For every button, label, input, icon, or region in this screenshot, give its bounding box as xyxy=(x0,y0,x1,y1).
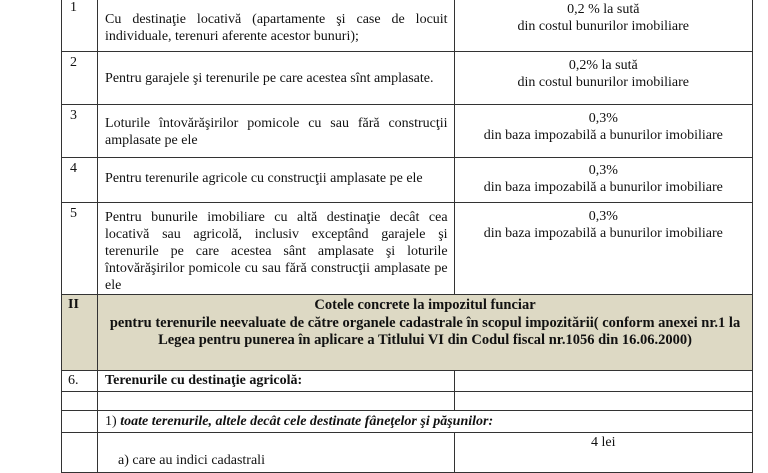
subcategory-number: 1) xyxy=(105,414,121,429)
rate-base: din baza impozabilă a bunurilor imobiliare xyxy=(483,128,723,143)
table-row xyxy=(62,105,753,158)
subcategory-cell xyxy=(98,411,753,433)
description-cell xyxy=(98,433,455,473)
description-cell xyxy=(98,203,455,295)
section-title-cell xyxy=(98,295,753,371)
description-cell xyxy=(98,105,455,158)
value-cell xyxy=(454,203,752,295)
description-cell xyxy=(98,0,455,52)
row-number-cell xyxy=(62,371,98,392)
row-number-cell xyxy=(62,392,98,411)
value-cell xyxy=(454,371,752,392)
rate-base: din costul bunurilor imobiliare xyxy=(517,19,690,34)
category-title: Terenurile cu destinaţie agricolă: xyxy=(105,373,303,388)
rate-value: 4 lei xyxy=(591,435,616,450)
section-subtitle: pentru terenurile neevaluate de către organele cadastrale în scopul impozitării( conform anexei nr.1 la Legea pentru punerea în aplicare a Titlului VI din Codul fiscal nr.1056 din 16.06.2000) xyxy=(109,314,741,348)
rate-value: 0,3% xyxy=(588,163,618,178)
row-number: 3 xyxy=(70,108,77,123)
row-description: Pentru garajele şi terenurile pe care acestea sînt amplasate. xyxy=(105,71,434,86)
row-description: Cu destinaţie locativă (apartamente şi case de locuit individuale, terenuri aferente acestor bunuri); xyxy=(105,12,448,44)
row-number-cell xyxy=(62,0,98,52)
value-cell xyxy=(454,392,752,411)
value-cell xyxy=(454,105,752,158)
subitem-label: a) care au indici cadastrali xyxy=(118,453,265,468)
value-cell xyxy=(454,52,752,105)
rate-base: din baza impozabilă a bunurilor imobiliare xyxy=(483,226,723,241)
section-header-row xyxy=(62,295,753,371)
subcategory-title: toate terenurile, altele decât cele destinate fâneţelor şi păşunilor: xyxy=(120,414,494,429)
value-cell xyxy=(454,433,752,473)
row-number: 5 xyxy=(70,206,77,221)
rate-value: 0,2% la sută xyxy=(568,58,638,73)
row-number-cell xyxy=(62,105,98,158)
row-description: Pentru terenurile agricole cu construcţii amplasate pe ele xyxy=(105,171,423,186)
description-cell xyxy=(98,52,455,105)
table-row xyxy=(62,158,753,203)
row-number-cell xyxy=(62,433,98,473)
section-number-cell xyxy=(62,295,98,371)
value-cell xyxy=(454,0,752,52)
section-number: II xyxy=(68,297,79,312)
row-number: 6. xyxy=(68,373,79,388)
row-description: Pentru bunurile imobiliare cu altă destinaţie decât cea locativă sau agricolă, inclusiv exceptând garajele şi terenurile pe care acestea sânt amplasate şi loturile întovărăşirilor pomicole cu sau fără construcţii amplasate pe ele xyxy=(105,210,448,293)
row-number: 2 xyxy=(70,55,77,70)
table-row xyxy=(62,433,753,473)
row-number-cell xyxy=(62,158,98,203)
rate-base: din baza impozabilă a bunurilor imobiliare xyxy=(483,180,723,195)
value-cell xyxy=(454,158,752,203)
description-cell xyxy=(98,371,455,392)
description-cell xyxy=(98,158,455,203)
rate-base: din costul bunurilor imobiliare xyxy=(517,75,690,90)
row-number: 4 xyxy=(70,161,77,176)
table-row xyxy=(62,0,753,52)
row-number-cell xyxy=(62,52,98,105)
table-row xyxy=(62,392,753,411)
description-cell xyxy=(98,392,455,411)
rate-value: 0,2 % la sută xyxy=(567,2,640,17)
section-title: Cotele concrete la impozitul funciar xyxy=(314,297,536,313)
row-number-cell xyxy=(62,411,98,433)
table-row xyxy=(62,52,753,105)
tax-rates-table xyxy=(61,0,753,473)
rate-value: 0,3% xyxy=(588,111,618,126)
rate-value: 0,3% xyxy=(588,209,618,224)
row-number-cell xyxy=(62,203,98,295)
row-number: 1 xyxy=(70,0,77,15)
row-description: Loturile întovărăşirilor pomicole cu sau fără construcţii amplasate pe ele xyxy=(105,116,448,148)
table-row xyxy=(62,411,753,433)
table-row xyxy=(62,203,753,295)
table-row xyxy=(62,371,753,392)
